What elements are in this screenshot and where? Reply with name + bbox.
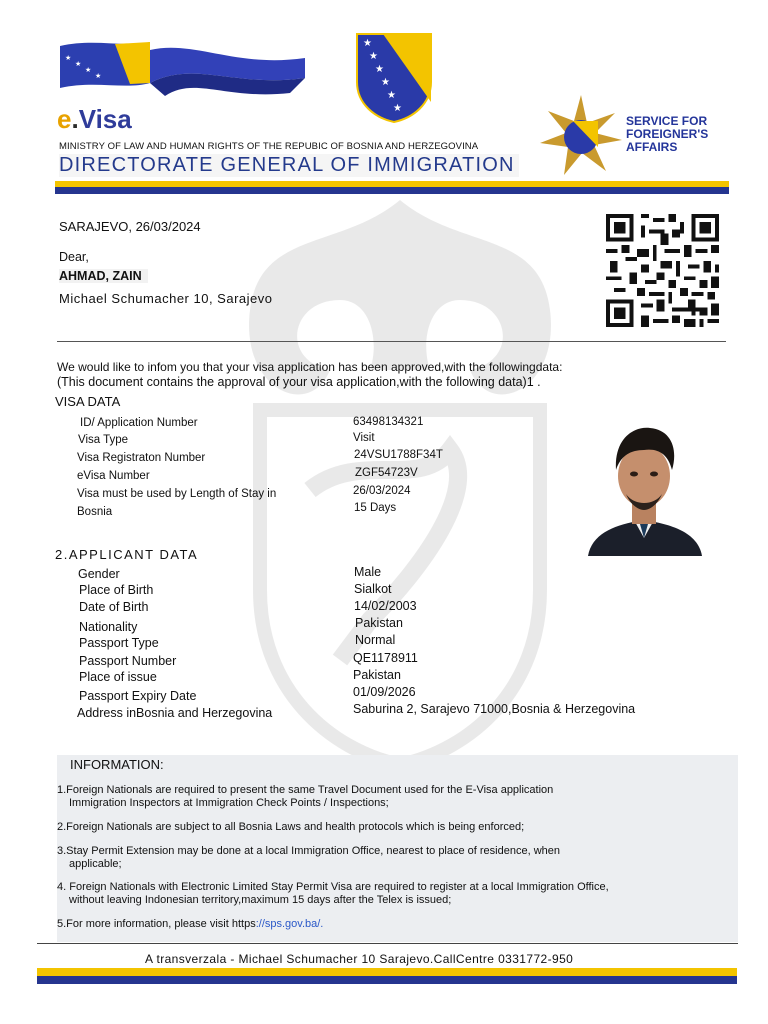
header-band-blue xyxy=(55,187,729,194)
applicant-row-label: Passport Type xyxy=(79,636,159,650)
info-item-4-line1: 4. Foreign Nationals with Electronic Limited Stay Permit Visa are required to register at a local Immigration Office, xyxy=(57,881,609,893)
bosnia-coat-of-arms xyxy=(355,32,433,124)
info-item-2-line1: 2.Foreign Nationals are subject to all Bosnia Laws and health protocols which is being enforced; xyxy=(57,821,525,833)
applicant-row-label: Date of Birth xyxy=(79,600,149,614)
svg-text:★: ★ xyxy=(369,51,378,62)
applicant-row-label: Gender xyxy=(78,567,120,581)
evisa-logo-dot: . xyxy=(71,104,79,134)
evisa-logo-visa: Visa xyxy=(78,104,132,134)
info-item-3-line2: applicable; xyxy=(69,858,122,870)
info-item-5-link[interactable]: ://sps.gov.ba/. xyxy=(255,918,324,930)
visa-row-label: Visa must be used by Length of Stay in xyxy=(77,488,277,500)
visa-row-value: 26/03/2024 xyxy=(353,485,411,497)
intro-text-line2: (This document contains the approval of your visa application,with the following data)1 . xyxy=(57,375,541,389)
info-item-3 xyxy=(57,845,657,871)
info-item-1-line1: 1.Foreign Nationals are required to present the same Travel Document used for the E-Visa application xyxy=(57,784,554,796)
applicant-row-value: QE1178911 xyxy=(353,651,418,665)
place-date: SARAJEVO, 26/03/2024 xyxy=(59,219,201,234)
applicant-row-value: Normal xyxy=(355,633,396,647)
svg-text:★: ★ xyxy=(387,90,396,101)
info-item-5 xyxy=(57,918,657,931)
info-item-4-line2: without leaving Indonesian territory,maximum 15 days after the Telex is issued; xyxy=(69,894,452,906)
visa-row-value: 24VSU1788F34T xyxy=(354,449,443,461)
visa-row-value: 15 Days xyxy=(354,502,397,514)
info-item-5-text: 5.For more information, please visit https xyxy=(57,918,256,930)
svg-text:★: ★ xyxy=(95,72,102,80)
footer-address: A transverzala - Michael Schumacher 10 Sarajevo.CallCentre 0331772-950 xyxy=(145,952,574,966)
applicant-row-value: Sialkot xyxy=(354,582,392,596)
flag-ribbon-logo xyxy=(55,38,310,108)
visa-row-value: 63498134321 xyxy=(353,416,424,428)
visa-row-label: Bosnia xyxy=(77,506,113,518)
applicant-address: Michael Schumacher 10, Sarajevo xyxy=(59,291,273,306)
applicant-name: AHMAD, ZAIN xyxy=(59,269,148,283)
applicant-row-label: Place of issue xyxy=(79,670,157,684)
visa-row-label: ID/ Application Number xyxy=(80,417,198,429)
info-item-1-line2: Immigration Inspectors at Immigration Check Points / Inspections; xyxy=(69,797,389,809)
info-item-2 xyxy=(57,821,657,834)
information-title: INFORMATION: xyxy=(70,757,164,772)
watermark-emblem xyxy=(220,190,580,770)
applicant-row-label: Nationality xyxy=(79,620,138,634)
evisa-logo xyxy=(57,104,132,135)
visa-data-title: VISA DATA xyxy=(55,394,121,409)
visa-row-label: Visa Registraton Number xyxy=(77,452,206,464)
qr-code xyxy=(606,214,719,327)
applicant-row-value: Pakistan xyxy=(355,616,403,630)
applicant-data-title: 2.APPLICANT DATA xyxy=(55,547,199,562)
svg-text:★: ★ xyxy=(375,64,384,75)
sfa-line3: AFFAIRS xyxy=(626,140,678,154)
applicant-row-label: Place of Birth xyxy=(79,583,154,597)
salutation: Dear, xyxy=(59,250,89,264)
ministry-line: MINISTRY OF LAW AND HUMAN RIGHTS OF THE REPUBIC OF BOSNIA AND HERZEGOVINA xyxy=(59,141,479,152)
info-item-3-line1: 3.Stay Permit Extension may be done at a local Immigration Office, nearest to place of residence, when xyxy=(57,845,561,857)
applicant-row-value: 01/09/2026 xyxy=(353,685,416,699)
svg-text:★: ★ xyxy=(85,66,92,74)
intro-text-line1: We would like to infom you that your visa application has been approved,with the followingdata: xyxy=(57,360,563,374)
info-item-4 xyxy=(57,881,657,907)
sfa-line1: SERVICE FOR xyxy=(626,114,708,128)
applicant-row-value: Saburina 2, Sarajevo 71000,Bosnia & Herzegovina xyxy=(353,702,636,716)
service-star-badge xyxy=(540,95,622,177)
applicant-row-label: Passport Number xyxy=(79,654,177,668)
sfa-line2: FOREIGNER'S xyxy=(626,127,709,141)
svg-text:★: ★ xyxy=(381,77,390,88)
applicant-row-value: 14/02/2003 xyxy=(354,599,417,613)
footer-band-blue xyxy=(37,976,737,984)
divider-line xyxy=(57,341,726,342)
applicant-row-label: Passport Expiry Date xyxy=(79,689,197,703)
applicant-row-value: Male xyxy=(354,565,382,579)
applicant-row-value: Pakistan xyxy=(353,668,401,682)
visa-row-label: eVisa Number xyxy=(77,470,150,482)
visa-row-value: ZGF54723V xyxy=(355,467,418,479)
visa-row-label: Visa Type xyxy=(78,434,129,446)
svg-text:★: ★ xyxy=(75,60,82,68)
evisa-logo-e: e xyxy=(57,104,72,134)
svg-text:★: ★ xyxy=(65,54,72,62)
info-item-1 xyxy=(57,784,657,810)
footer-divider xyxy=(37,943,738,944)
footer-band-yellow xyxy=(37,968,737,976)
applicant-photo xyxy=(578,420,711,556)
directorate-title: DIRECTORATE GENERAL OF IMMIGRATION xyxy=(59,154,519,177)
svg-text:★: ★ xyxy=(363,38,372,49)
svg-text:★: ★ xyxy=(393,103,402,114)
applicant-row-label: Address inBosnia and Herzegovina xyxy=(77,706,273,720)
visa-row-value: Visit xyxy=(353,432,375,444)
service-for-foreigners-affairs xyxy=(626,115,708,154)
